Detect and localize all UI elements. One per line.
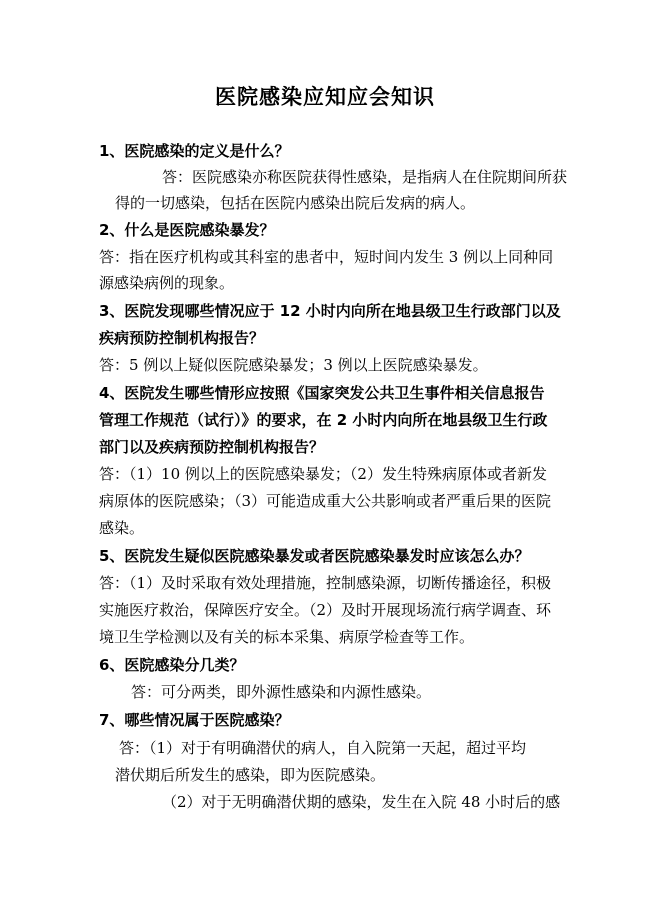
answer-5-line-3: 境卫生学检测以及有关的标本采集、病原学检查等工作。: [99, 628, 475, 646]
question-6: 6、医院感染分几类？: [99, 656, 245, 674]
answer-2-line-2: 源感染病例的现象。: [99, 274, 235, 292]
question-3-line-1: 3、医院发现哪些情况应于 12 小时内向所在地县级卫生行政部门以及: [99, 302, 561, 320]
answer-7-line-2: 潜伏期后所发生的感染，即为医院感染。: [115, 766, 386, 784]
answer-4-line-3: 感染。: [99, 519, 145, 537]
answer-3: 答：5 例以上疑似医院感染暴发；3 例以上医院感染暴发。: [99, 356, 488, 374]
document-title: 医院感染应知应会知识: [215, 84, 435, 109]
answer-7-line-1: 答：（1）对于有明确潜伏的病人，自入院第一天起，超过平均: [119, 739, 527, 757]
answer-5-line-2: 实施医疗救治，保障医疗安全。（2）及时开展现场流行病学调查、环: [99, 601, 552, 619]
question-2: 2、什么是医院感染暴发？: [99, 221, 275, 239]
answer-4-line-2: 病原体的医院感染；（3）可能造成重大公共影响或者严重后果的医院: [99, 492, 552, 510]
question-7: 7、哪些情况属于医院感染？: [99, 711, 290, 729]
question-1: 1、医院感染的定义是什么？: [99, 142, 290, 160]
question-4-line-3: 部门以及疾病预防控制机构报告？: [99, 438, 325, 456]
question-4-line-1: 4、医院发生哪些情形应按照《国家突发公共卫生事件相关信息报告: [99, 384, 545, 402]
question-3-line-2: 疾病预防控制机构报告？: [99, 329, 265, 347]
answer-7-line-3: （2）对于无明确潜伏期的感染，发生在入院 48 小时后的感: [162, 793, 561, 811]
answer-5-line-1: 答：（1）及时采取有效处理措施，控制感染源，切断传播途径，积极: [99, 574, 552, 592]
question-5: 5、医院发生疑似医院感染暴发或者医院感染暴发时应该怎么办？: [99, 547, 530, 565]
answer-4-line-1: 答：（1）10 例以上的医院感染暴发；（2）发生特殊病原体或者新发: [99, 465, 547, 483]
answer-6: 答：可分两类，即外源性感染和内源性感染。: [131, 683, 432, 701]
question-4-line-2: 管理工作规范（试行）》的要求，在 2 小时内向所在地县级卫生行政: [99, 411, 548, 429]
answer-1-line-2: 得的一切感染，包括在医院内感染出院后发病的病人。: [115, 194, 476, 212]
answer-2-line-1: 答：指在医疗机构或其科室的患者中，短时间内发生 3 例以上同种同: [99, 248, 554, 266]
answer-1-line-1: 答：医院感染亦称医院获得性感染，是指病人在住院期间所获: [162, 168, 568, 186]
